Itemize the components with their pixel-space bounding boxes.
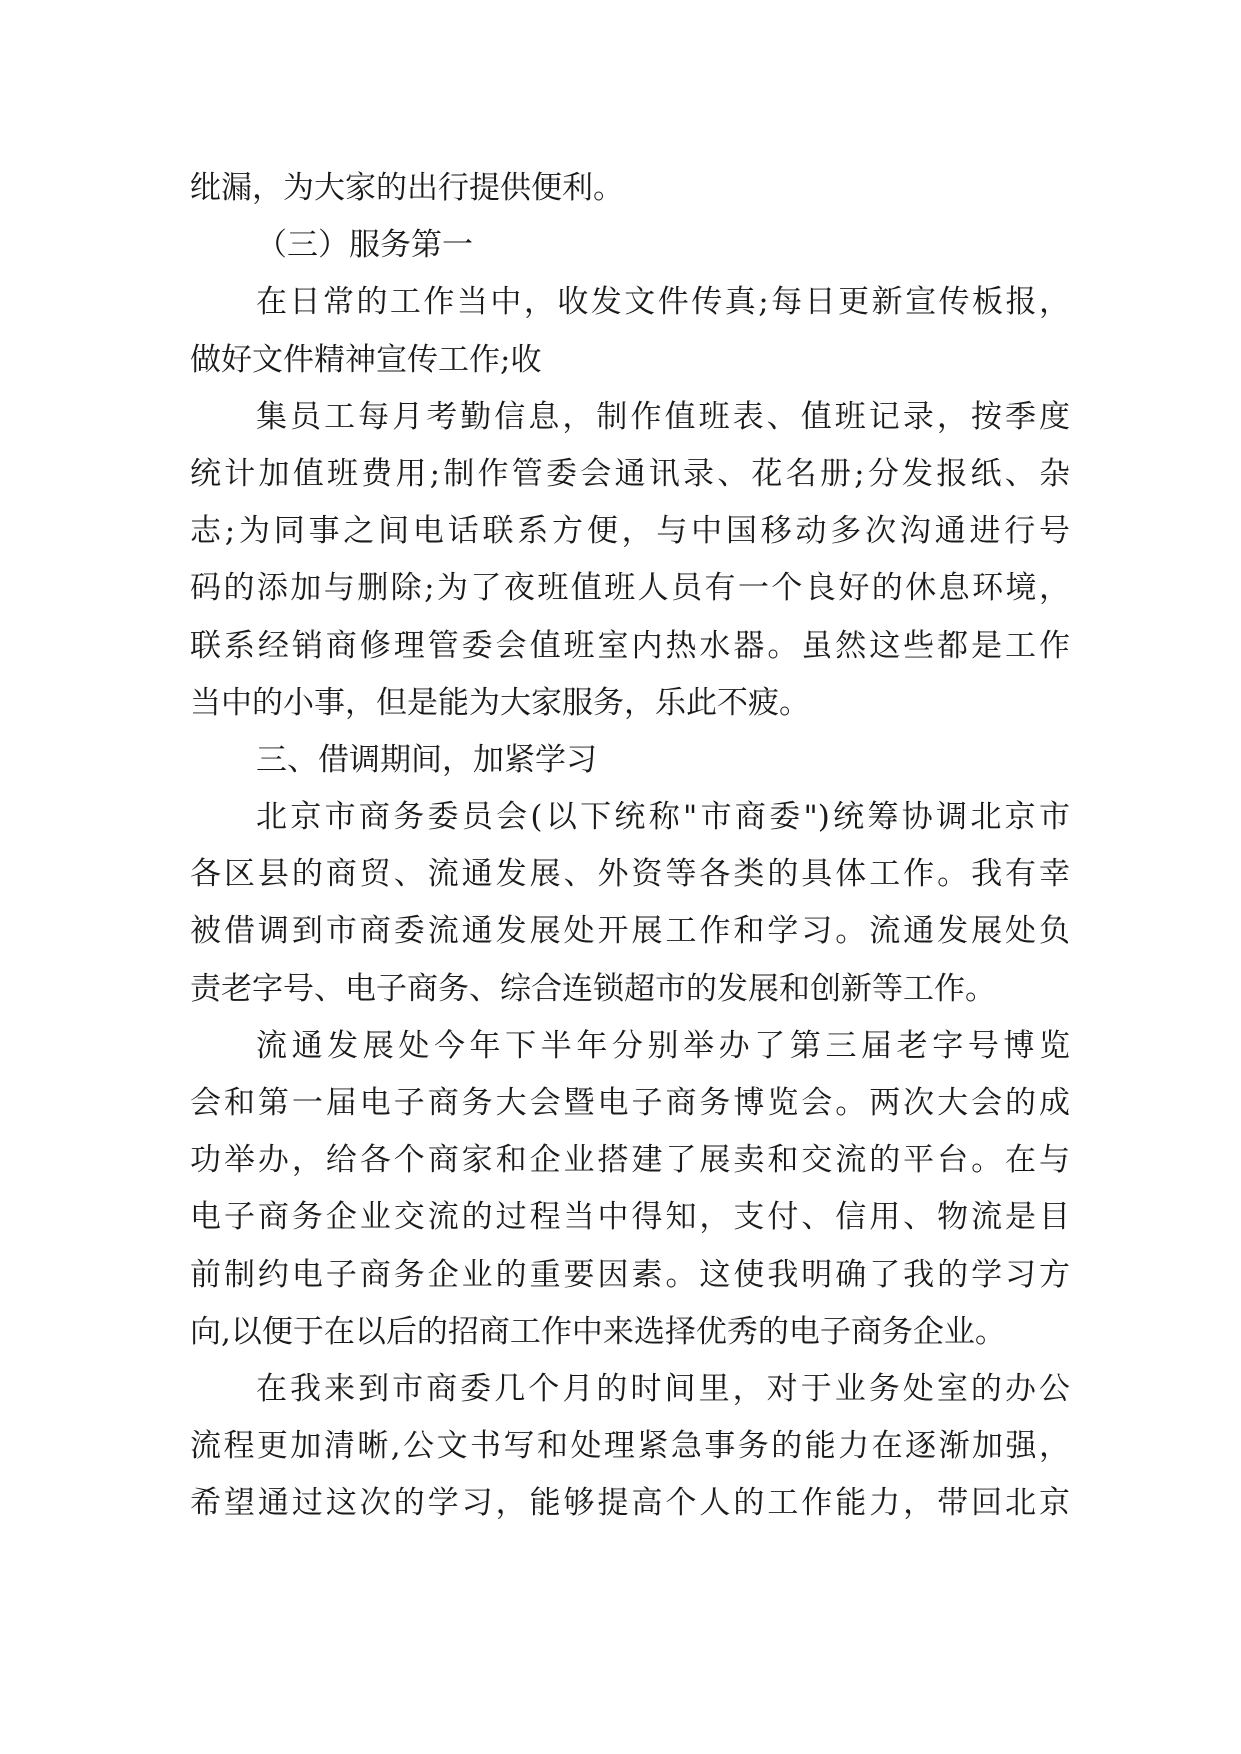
paragraph-line: 会和第一届电子商务大会暨电子商务博览会。两次大会的成	[190, 1085, 1070, 1121]
paragraph-line: 电子商务企业交流的过程当中得知，支付、信用、物流是目	[190, 1199, 1070, 1236]
paragraph-line: 前制约电子商务企业的重要因素。这使我明确了我的学习方	[190, 1256, 1070, 1293]
paragraph-line: 在我来到市商委几个月的时间里，对于业务处室的办公	[256, 1370, 1070, 1407]
paragraph-line: 集员工每月考勤信息，制作值班表、值班记录，按季度	[256, 398, 1070, 435]
paragraph-line: 统计加值班费用;制作管委会通讯录、花名册;分发报纸、杂	[190, 455, 1070, 492]
paragraph-line: 流通发展处今年下半年分别举办了第三届老字号博览	[256, 1027, 1070, 1064]
paragraph-line: 被借调到市商委流通发展处开展工作和学习。流通发展处负	[190, 913, 1070, 950]
paragraph-line: 志;为同事之间电话联系方便，与中国移动多次沟通进行号	[190, 513, 1070, 550]
paragraph-line: 向,以便于在以后的招商工作中来选择优秀的电子商务企业。	[190, 1313, 1006, 1350]
paragraph-line: 当中的小事，但是能为大家服务，乐此不疲。	[190, 684, 810, 721]
paragraph-line: 联系经销商修理管委会值班室内热水器。虽然这些都是工作	[190, 627, 1070, 664]
paragraph-line: 流程更加清晰,公文书写和处理紧急事务的能力在逐渐加强，	[190, 1428, 1070, 1465]
paragraph-line: 各区县的商贸、流通发展、外资等各类的具体工作。我有幸	[190, 856, 1070, 893]
paragraph-line: 做好文件精神宣传工作;收	[190, 341, 542, 378]
paragraph-line: 在日常的工作当中，收发文件传真;每日更新宣传板报，	[256, 284, 1070, 321]
paragraph-line: 码的添加与删除;为了夜班值班人员有一个良好的休息环境，	[190, 570, 1070, 607]
section-heading: 三、借调期间，加紧学习	[256, 741, 597, 778]
paragraph-line: 纰漏，为大家的出行提供便利。	[190, 170, 624, 206]
paragraph-line: 功举办，给各个商家和企业搭建了展卖和交流的平台。在与	[190, 1142, 1070, 1179]
section-heading: （三）服务第一	[256, 227, 473, 264]
paragraph-line: 责老字号、电子商务、综合连锁超市的发展和创新等工作。	[190, 970, 996, 1007]
paragraph-line: 北京市商务委员会(以下统称"市商委")统筹协调北京市	[256, 799, 1070, 836]
document-body	[190, 160, 1070, 1533]
paragraph-line: 希望通过这次的学习，能够提高个人的工作能力，带回北京	[190, 1485, 1070, 1522]
